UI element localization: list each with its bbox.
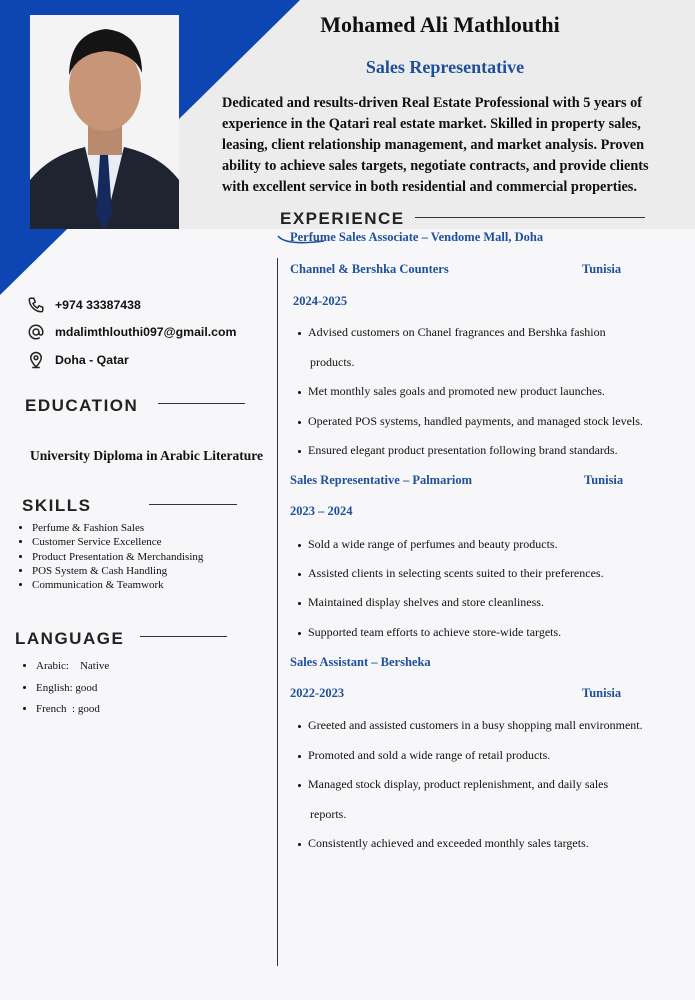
language-list xyxy=(20,656,109,721)
experience-heading: EXPERIENCE xyxy=(280,209,405,228)
education-heading: EDUCATION xyxy=(25,396,139,415)
job-3-title: Sales Assistant – Bersheka xyxy=(290,655,431,669)
job-3-location: Tunisia xyxy=(582,686,622,700)
list-item-continuation: reports. xyxy=(310,807,347,821)
list-item: Maintained display shelves and store cleanliness. xyxy=(298,595,544,610)
email-text: mdalimthlouthi097@gmail.com xyxy=(55,325,237,339)
contact-phone xyxy=(26,295,141,315)
list-item: Sold a wide range of perfumes and beauty products. xyxy=(298,537,558,552)
contact-location xyxy=(26,350,129,370)
education-degree: University Diploma in Arabic Literature xyxy=(30,448,263,463)
location-text: Doha - Qatar xyxy=(55,353,129,367)
email-icon xyxy=(26,322,46,342)
list-item: • POS System & Cash Handling xyxy=(32,564,203,578)
profile-summary: Dedicated and results-driven Real Estate Professional with 5 years of experience in the Qatari real estate market. Skilled in property sales, leasing, client relationship management, and market analysis. Proven ability to achieve sales targets, negotiate contracts, and provide clients with excellent service in both residential and commercial properties. xyxy=(222,95,649,195)
job-2-location: Tunisia xyxy=(584,473,624,487)
language-rule xyxy=(140,636,227,637)
job-1-subtitle: Channel & Bershka Counters xyxy=(290,262,449,276)
list-item: Operated POS systems, handled payments, and managed stock levels. xyxy=(298,414,643,429)
skills-list xyxy=(18,521,203,592)
list-item: Managed stock display, product replenishment, and daily sales xyxy=(298,777,608,792)
list-item: Advised customers on Chanel fragrances and Bershka fashion xyxy=(298,325,606,340)
experience-rule xyxy=(415,217,645,218)
list-item: Consistently achieved and exceeded monthly sales targets. xyxy=(298,836,589,851)
education-rule xyxy=(158,403,245,404)
location-icon xyxy=(26,350,46,370)
list-item: • Customer Service Excellence xyxy=(32,535,203,549)
job-1-dates: 2024-2025 xyxy=(293,294,348,308)
phone-text: +974 33387438 xyxy=(55,298,141,312)
candidate-name: Mohamed Ali Mathlouthi xyxy=(320,12,560,37)
list-item: Supported team efforts to achieve store-wide targets. xyxy=(298,625,561,640)
list-item: Met monthly sales goals and promoted new product launches. xyxy=(298,384,605,399)
contact-email xyxy=(26,322,236,342)
list-item: Ensured elegant product presentation following brand standards. xyxy=(298,443,618,458)
job-2-dates: 2023 – 2024 xyxy=(290,504,353,518)
language-heading: LANGUAGE xyxy=(15,629,125,648)
list-item-continuation: products. xyxy=(310,355,355,369)
list-item: • English: good xyxy=(36,678,109,700)
list-item: Promoted and sold a wide range of retail products. xyxy=(298,748,550,763)
phone-icon xyxy=(26,295,46,315)
list-item: • Arabic: Native xyxy=(36,656,109,678)
skills-heading: SKILLS xyxy=(22,496,92,515)
skills-rule xyxy=(149,504,237,505)
page-background xyxy=(0,229,695,1000)
job-3-dates: 2022-2023 xyxy=(290,686,345,700)
list-item: • Communication & Teamwork xyxy=(32,578,203,592)
column-divider xyxy=(277,258,278,966)
list-item: • Product Presentation & Merchandising xyxy=(32,550,203,564)
job-1-title: Perfume Sales Associate – Vendome Mall, Doha xyxy=(290,230,544,244)
list-item: • French : good xyxy=(36,699,109,721)
job-1-location: Tunisia xyxy=(582,262,622,276)
list-item: Greeted and assisted customers in a busy shopping mall environment. xyxy=(298,718,643,733)
job-2-title: Sales Representative – Palmariom xyxy=(290,473,473,487)
profile-photo xyxy=(30,15,179,229)
list-item: Assisted clients in selecting scents suited to their preferences. xyxy=(298,566,604,581)
job-title: Sales Representative xyxy=(365,57,525,77)
list-item: • Perfume & Fashion Sales xyxy=(32,521,203,535)
